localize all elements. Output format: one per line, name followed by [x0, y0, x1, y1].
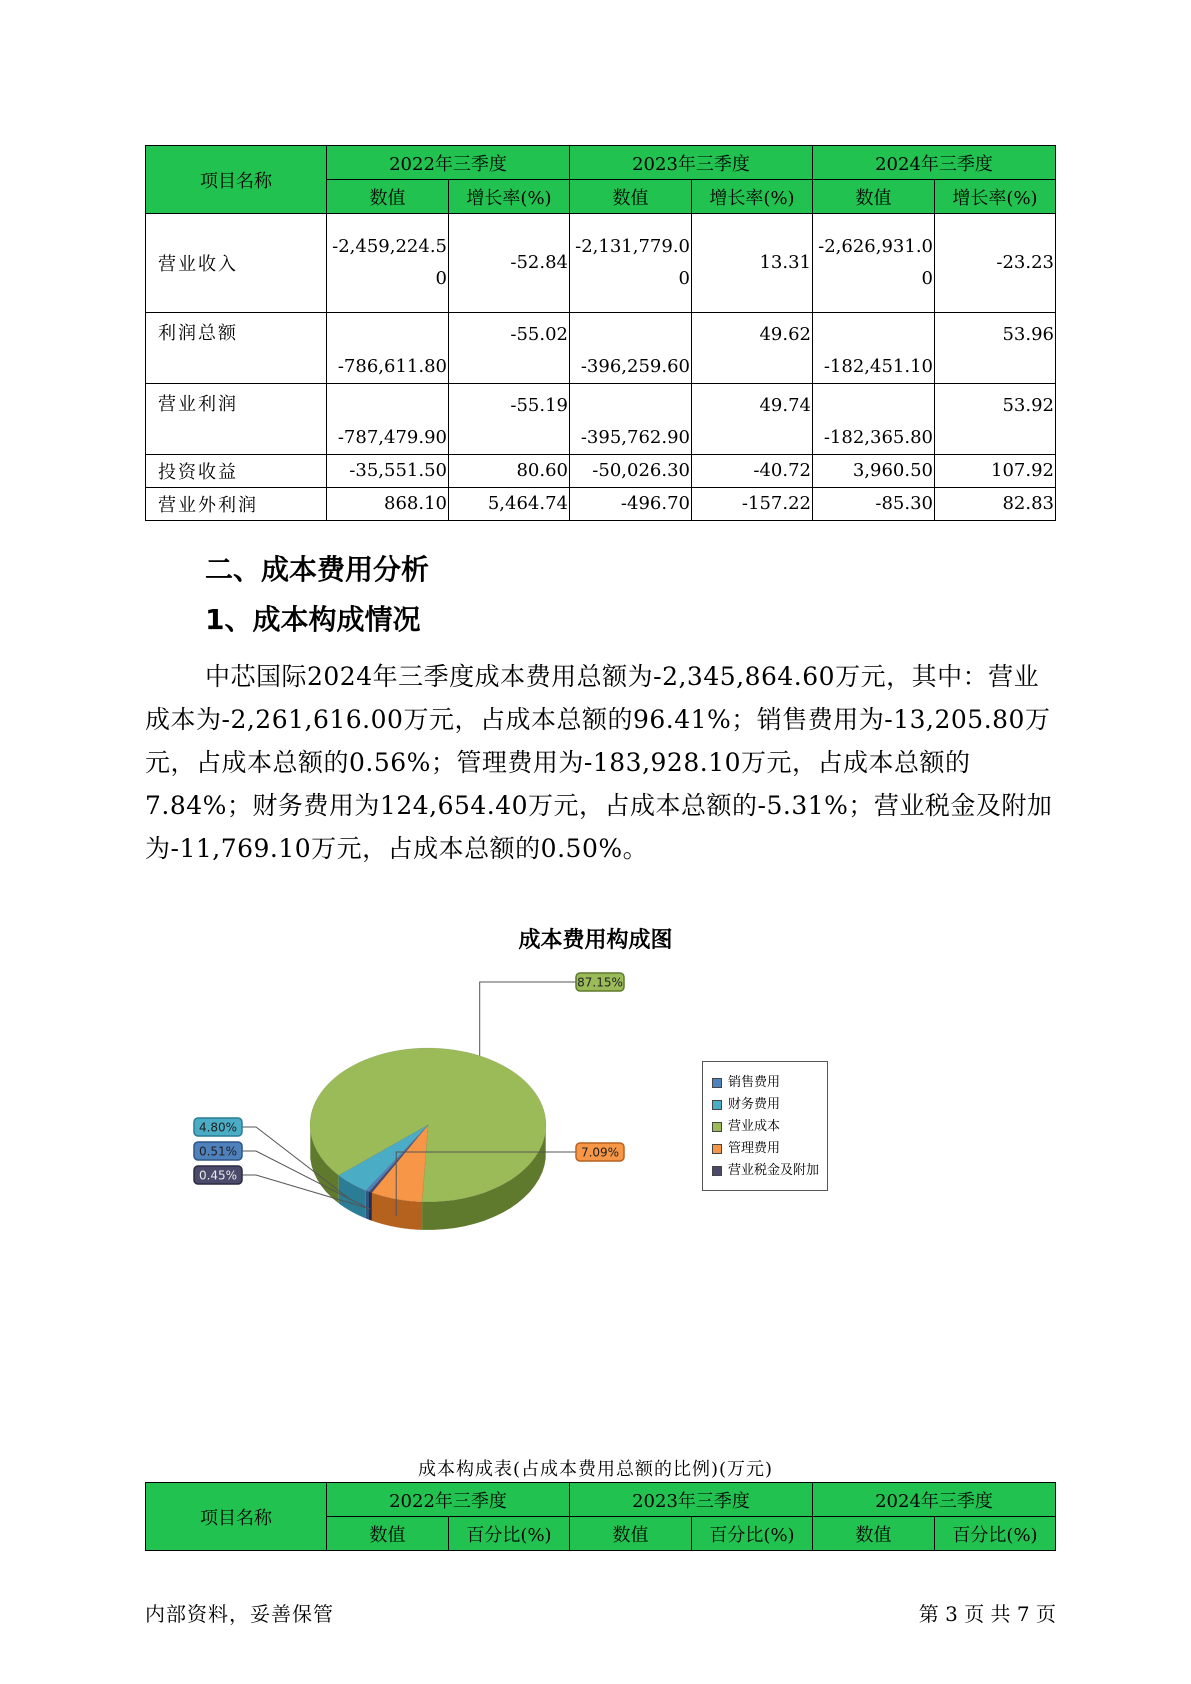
cell-rate: -55.19: [449, 384, 570, 455]
data-label-2: 0.45%: [198, 1168, 238, 1183]
cell-rate: -23.23: [935, 214, 1056, 313]
cell-value: -396,259.60: [570, 313, 692, 384]
cell-rate: 53.92: [935, 384, 1056, 455]
chart-title: 成本费用构成图: [518, 928, 673, 953]
legend-swatch: [712, 1166, 722, 1176]
legend-swatch: [712, 1144, 722, 1154]
data-label-3: 0.51%: [198, 1144, 238, 1159]
cell-value: -182,451.10: [813, 313, 935, 384]
header-percent: 百分比(%): [449, 1517, 570, 1551]
legend-swatch: [712, 1078, 722, 1088]
pie-wall-3: [366, 1190, 369, 1219]
header-value: 数值: [570, 180, 692, 214]
cell-rate: 107.92: [935, 455, 1056, 488]
header-item-name: 项目名称: [146, 146, 327, 214]
cell-value: -496.70: [570, 488, 692, 521]
header-value: 数值: [327, 180, 449, 214]
leader-line-0: [480, 982, 576, 1056]
profit-table: [145, 145, 1056, 521]
legend-swatch: [712, 1100, 722, 1110]
header-value: 数值: [813, 180, 935, 214]
pie-wall-2: [369, 1192, 372, 1221]
cell-value: 3,960.50: [813, 455, 935, 488]
section-title: 二、成本费用分析: [205, 553, 430, 586]
chart-legend: [702, 1061, 828, 1191]
legend-label: 营业税金及附加: [728, 1163, 820, 1178]
cell-rate: -52.84: [449, 214, 570, 313]
cell-value: -50,026.30: [570, 455, 692, 488]
row-label: 营业外利润: [146, 488, 327, 521]
cost-pie-chart: [0, 960, 1191, 1260]
cell-rate: 80.60: [449, 455, 570, 488]
table-caption: 成本构成表(占成本费用总额的比例)(万元): [417, 1459, 774, 1480]
subsection-title: 1、成本构成情况: [205, 603, 421, 636]
row-label: 投资收益: [146, 455, 327, 488]
header-rate: 增长率(%): [449, 180, 570, 214]
cell-value: -182,365.80: [813, 384, 935, 455]
legend-swatch: [712, 1122, 722, 1132]
cell-value: -2,626,931.00: [813, 214, 935, 313]
table-row: [146, 214, 1056, 313]
data-label-4: 4.80%: [198, 1120, 238, 1135]
cell-value: -2,459,224.50: [327, 214, 449, 313]
header-period-2023: 2023年三季度: [570, 146, 813, 180]
cell-value: -395,762.90: [570, 384, 692, 455]
cell-rate: 49.74: [692, 384, 813, 455]
table-row: [146, 488, 1056, 521]
legend-item: [712, 1160, 827, 1182]
header-period-2024: 2024年三季度: [813, 146, 1056, 180]
header-rate: 增长率(%): [692, 180, 813, 214]
cell-rate: 82.83: [935, 488, 1056, 521]
footer-confidential: 内部资料，妥善保管: [145, 1602, 334, 1626]
row-label: 利润总额: [146, 313, 327, 384]
table-row: [146, 455, 1056, 488]
header-percent: 百分比(%): [692, 1517, 813, 1551]
legend-item: [712, 1116, 827, 1138]
cell-value: -786,611.80: [327, 313, 449, 384]
cell-value: -787,479.90: [327, 384, 449, 455]
legend-item: [712, 1138, 827, 1160]
cell-rate: 13.31: [692, 214, 813, 313]
legend-label: 销售费用: [728, 1075, 781, 1090]
cell-rate: 5,464.74: [449, 488, 570, 521]
cell-value: -35,551.50: [327, 455, 449, 488]
cost-paragraph: 中芯国际2024年三季度成本费用总额为-2,345,864.60万元，其中：营业成本为-2,261,616.00万元，占成本总额的96.41%；销售费用为-13,205.80万元，占成本总额的0.56%；管理费用为-183,928.10万元，占成本总额的7.84%；财务费用为124,654.40万元，占成本总额的-5.31%；营业税金及附加为-11,769.10万元，占成本总额的0.50%。: [145, 662, 1053, 863]
header-period-2022: 2022年三季度: [327, 1483, 570, 1517]
header-value: 数值: [570, 1517, 692, 1551]
legend-label: 营业成本: [728, 1119, 781, 1134]
cell-rate: -40.72: [692, 455, 813, 488]
legend-item: [712, 1094, 827, 1116]
cell-value: -2,131,779.00: [570, 214, 692, 313]
cell-rate: 53.96: [935, 313, 1056, 384]
cell-rate: 49.62: [692, 313, 813, 384]
legend-label: 财务费用: [728, 1097, 781, 1112]
cost-structure-table: [145, 1482, 1056, 1551]
header-value: 数值: [327, 1517, 449, 1551]
header-period-2022: 2022年三季度: [327, 146, 570, 180]
cell-rate: -55.02: [449, 313, 570, 384]
cell-value: -85.30: [813, 488, 935, 521]
header-period-2023: 2023年三季度: [570, 1483, 813, 1517]
header-value: 数值: [813, 1517, 935, 1551]
footer-page-number: 第 3 页 共 7 页: [918, 1602, 1056, 1626]
header-item-name: 项目名称: [146, 1483, 327, 1551]
row-label: 营业利润: [146, 384, 327, 455]
legend-label: 管理费用: [728, 1141, 781, 1156]
cell-value: 868.10: [327, 488, 449, 521]
table-row: [146, 313, 1056, 384]
header-period-2024: 2024年三季度: [813, 1483, 1056, 1517]
data-label-1: 7.09%: [580, 1145, 620, 1160]
header-rate: 增长率(%): [935, 180, 1056, 214]
legend-item: [712, 1072, 827, 1094]
cell-rate: -157.22: [692, 488, 813, 521]
row-label: 营业收入: [146, 214, 327, 313]
table-row: [146, 384, 1056, 455]
data-label-0: 87.15%: [577, 975, 623, 990]
header-percent: 百分比(%): [935, 1517, 1056, 1551]
